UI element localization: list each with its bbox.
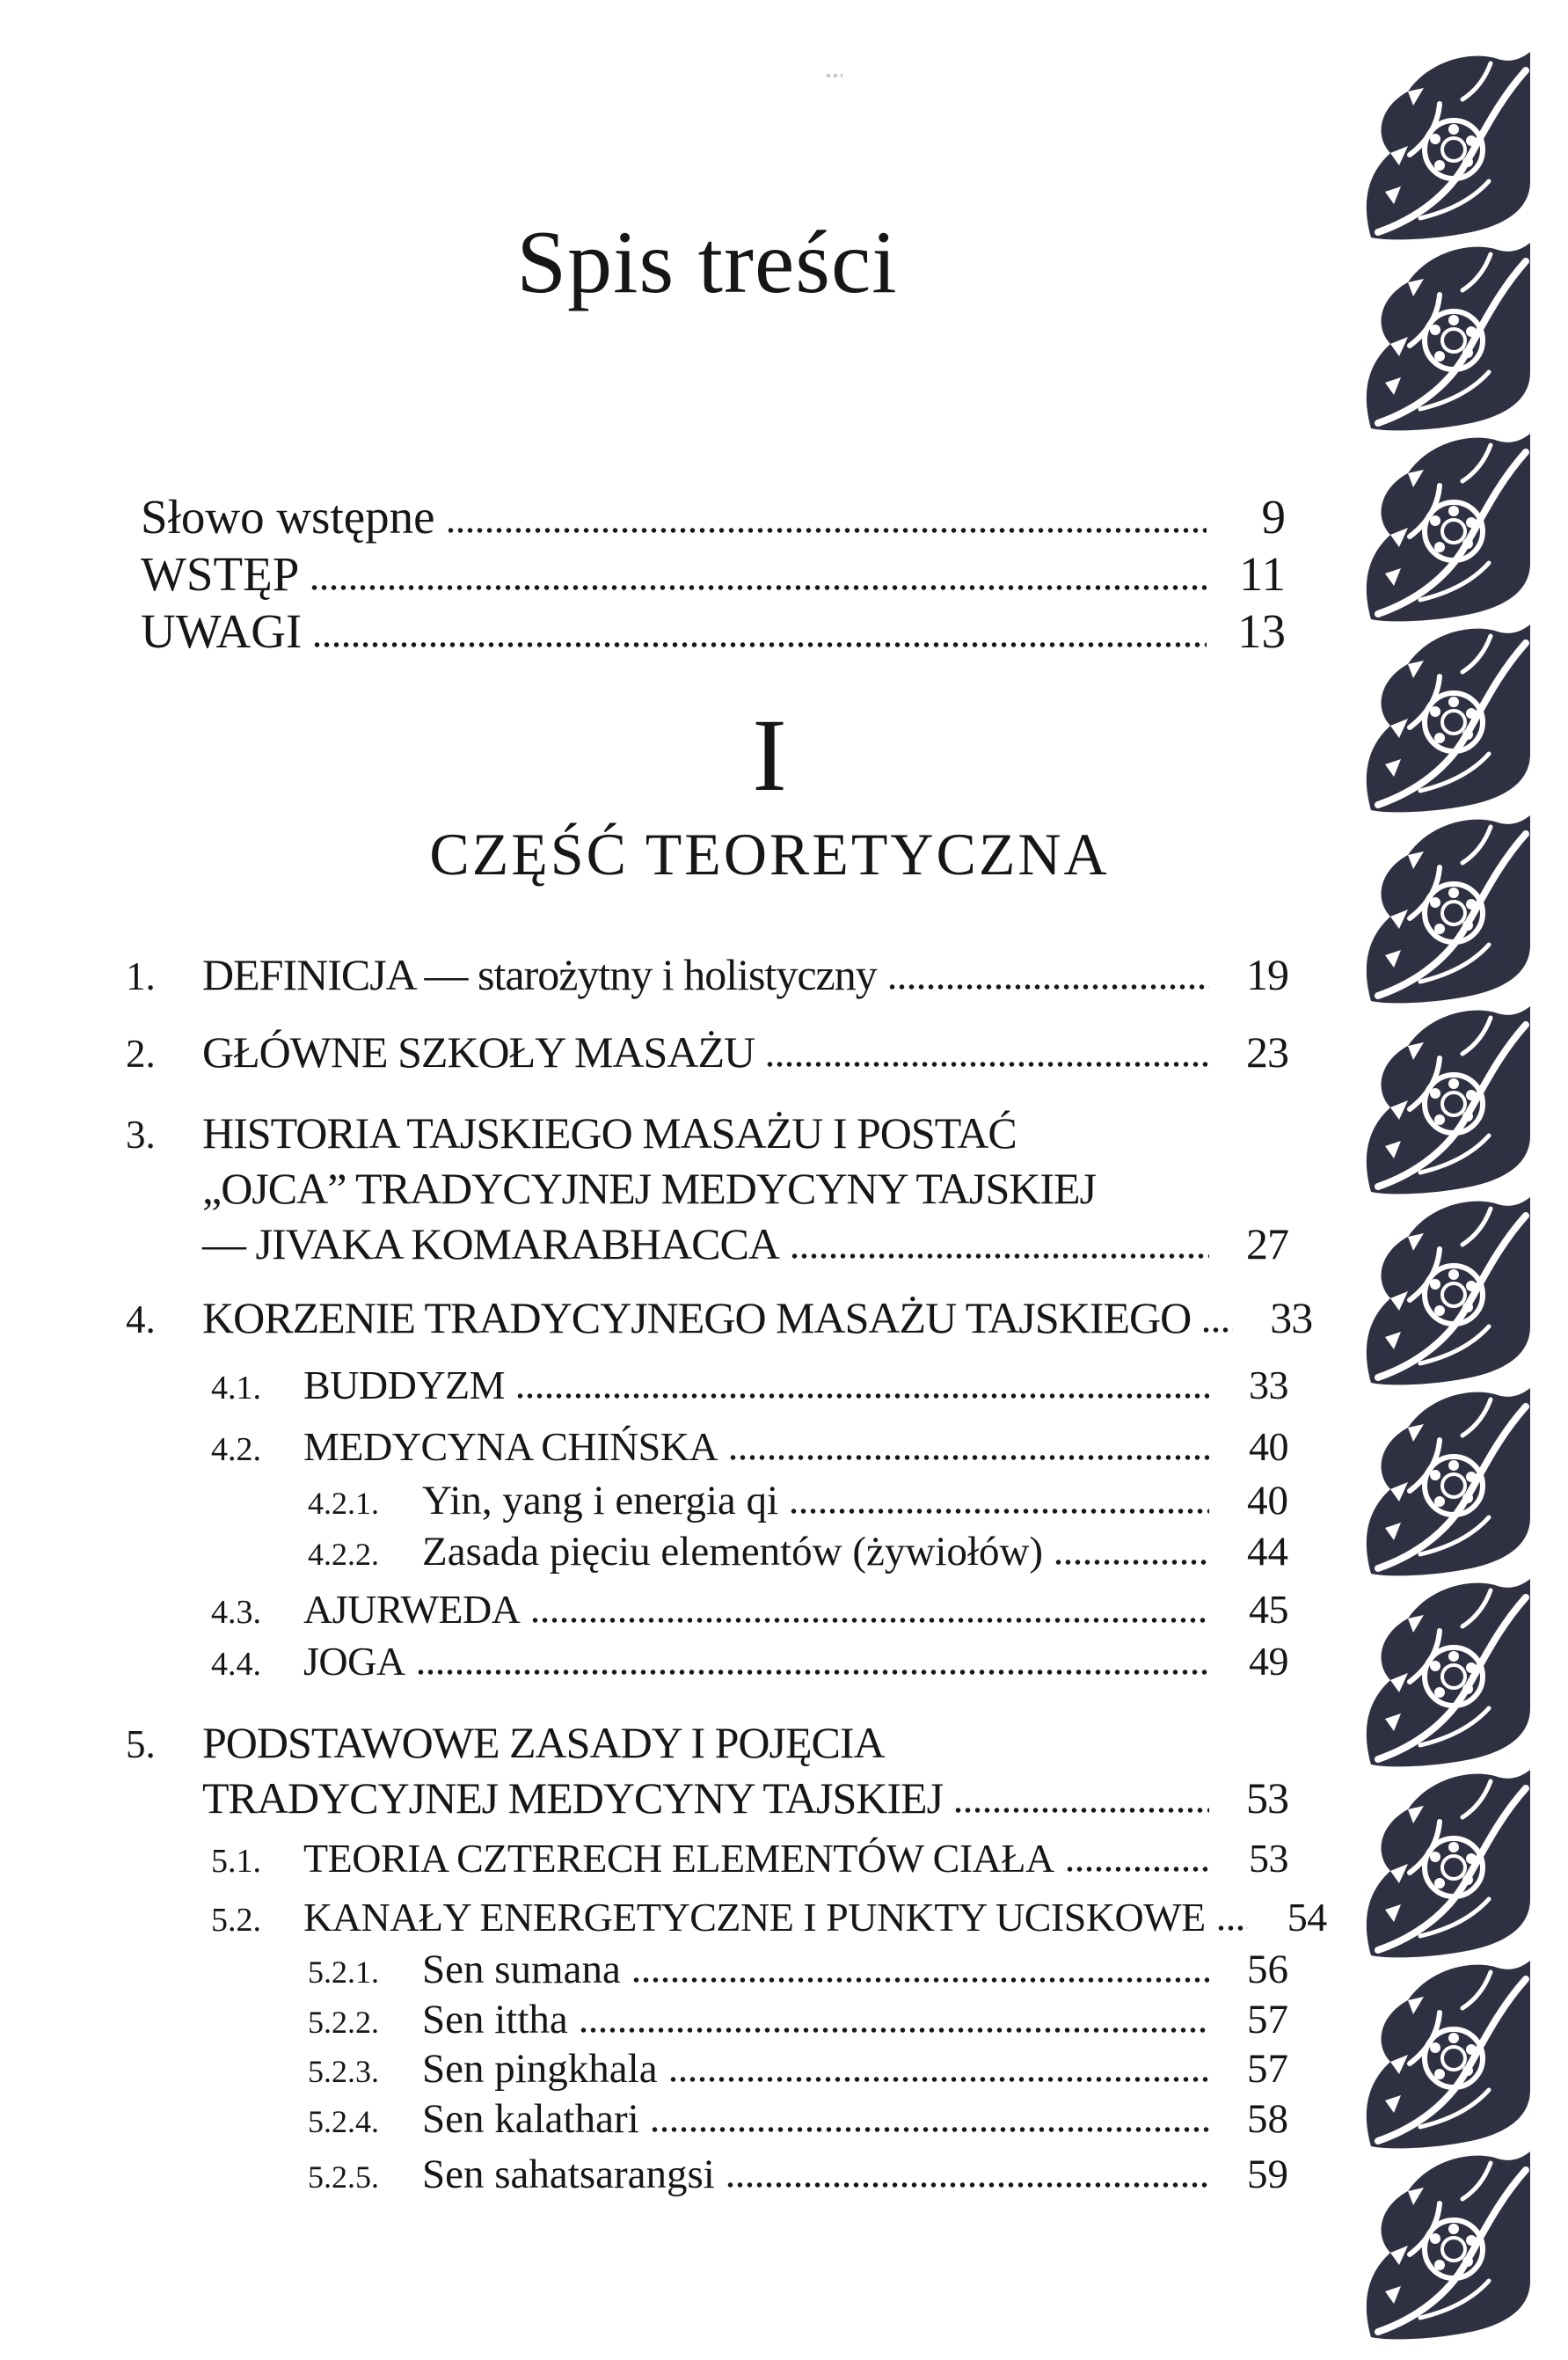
toc-entry-label: UWAGI [141,604,303,658]
toc-entry-label: „OJCA” TRADYCYJNEJ MEDYCYNY TAJSKIEJ [202,1164,1097,1213]
toc-entry-label: Zasada pięciu elementów (żywiołów) [422,1529,1044,1575]
toc-entry-label: PODSTAWOWE ZASADY I POJĘCIA [202,1718,885,1767]
toc-entry [126,1477,1288,1524]
toc-entry-number: 4. [126,1297,156,1341]
toc-entry [126,1835,1288,1881]
toc-entry [126,1528,1288,1575]
toc-entry [126,1638,1288,1684]
toc-entry-page: 49 [1249,1639,1288,1684]
toc-entry-number: 5.2. [211,1902,261,1939]
toc-entry-page: 27 [1246,1219,1288,1268]
thai-leaf-border-svg [1359,51,1533,2342]
toc-entry-label: — JIVAKA KOMARABHACCA [202,1219,779,1268]
toc-entry-page: 19 [1246,950,1288,999]
toc-entry-number: 5.2.2. [308,2005,379,2040]
toc-entry-page: 9 [1261,490,1286,544]
toc-entry-front [141,603,1286,659]
toc-entry-label: Yin, yang i energia qi [422,1478,779,1523]
toc-entry-page: 40 [1247,1478,1288,1523]
toc-entry-front [141,546,1286,602]
toc-entry [126,1362,1288,1408]
dot-leader [530,1618,1209,1623]
part-numeral: I [752,698,787,813]
dot-leader [790,1253,1209,1259]
toc-entry-page: 56 [1247,1947,1288,1992]
toc-entry [126,1106,1288,1272]
toc-entry-label: BUDDYZM [303,1363,506,1407]
toc-entry [126,1946,1288,1993]
toc-entry-page: 13 [1237,604,1286,658]
dot-leader [631,1977,1209,1983]
toc-entry-page: 23 [1246,1027,1288,1077]
dot-leader [1201,1327,1233,1333]
toc-entry-page: 11 [1239,547,1286,601]
scan-speck [825,72,842,79]
dot-leader [726,2182,1209,2188]
toc-entry-number: 4.3. [211,1594,261,1631]
toc-entry [126,1996,1288,2043]
toc-entry-number: 4.2.2. [308,1537,379,1572]
toc-entry-page: 33 [1270,1293,1313,1342]
toc-entry-number: 5. [126,1722,156,1766]
toc-entry-label: Sen pingkhala [422,2046,658,2092]
part-title: CZĘŚĆ TEORETYCZNA [429,821,1110,888]
toc-entry [126,1423,1288,1470]
toc-entry-page: 33 [1249,1363,1288,1407]
toc-entry-label: MEDYCYNA CHIŃSKA [303,1424,718,1469]
toc-entry [126,1027,1288,1078]
dot-leader [1054,1560,1209,1565]
toc-entry-label: AJURWEDA [303,1587,521,1632]
toc-entry-lines [202,1106,1288,1272]
toc-entry-number: 1. [126,954,156,998]
dot-leader [310,585,1207,590]
dot-leader [887,984,1209,990]
dot-leader [416,1670,1209,1675]
dot-leader [1065,1867,1209,1872]
toc-entry-label: JOGA [303,1639,405,1684]
dot-leader [953,1808,1209,1813]
toc-entry [126,1894,1327,1940]
toc-entry-label: TEORIA CZTERECH ELEMENTÓW CIAŁA [303,1836,1054,1881]
thai-leaf-border-fill [1359,51,1533,2342]
toc-entry-number: 5.2.4. [308,2104,379,2139]
toc-entry-number: 4.2.1. [308,1486,379,1521]
toc-entry-number: 4.1. [211,1370,261,1407]
toc-entry-label: DEFINICJA — starożytny i holistyczny [202,950,877,999]
toc-entry-front [141,489,1286,544]
toc-entry-page: 54 [1287,1895,1327,1940]
toc-entry-label: HISTORIA TAJSKIEGO MASAŻU I POSTAĆ [202,1108,1017,1158]
toc-entry-label: Sen ittha [422,1997,568,2042]
toc-entry-page: 59 [1247,2152,1288,2197]
toc-entry-number: 4.2. [211,1431,261,1468]
dot-leader [765,1062,1209,1067]
toc-entry [126,1586,1288,1633]
dot-leader [789,1509,1209,1514]
dot-leader [579,2028,1209,2033]
toc-entry-page: 44 [1247,1529,1288,1575]
toc-entry-page: 58 [1247,2096,1288,2142]
toc-entry-label: TRADYCYJNEJ MEDYCYNY TAJSKIEJ [202,1773,944,1823]
toc-entry-label: KANAŁY ENERGETYCZNE I PUNKTY UCISKOWE [303,1895,1206,1940]
toc-entry-page: 53 [1249,1836,1288,1881]
dot-leader [446,528,1207,533]
toc-entry-number: 5.1. [211,1843,261,1880]
dot-leader [1216,1925,1248,1931]
toc-entry-page: 45 [1249,1587,1288,1632]
toc-entry-page: 40 [1249,1424,1288,1469]
toc-entry-number: 3. [126,1113,156,1157]
toc-entry-page: 57 [1247,2046,1288,2092]
dot-leader [728,1455,1209,1460]
toc-entry-label: GŁÓWNE SZKOŁY MASAŻU [202,1027,755,1077]
toc-entry [126,1292,1313,1343]
thai-leaf-border-ornament [1359,51,1533,2342]
toc-entry-label: KORZENIE TRADYCYJNEGO MASAŻU TAJSKIEGO [202,1293,1192,1342]
toc-entry-number: 5.2.3. [308,2054,379,2089]
page-title: Spis treści [516,213,898,312]
dot-leader [515,1393,1209,1399]
toc-entry [126,1715,1288,1826]
toc-entry-lines [202,1715,1288,1826]
part-heading [188,698,1351,889]
toc-entry-page: 57 [1247,1997,1288,2042]
toc-entry [126,2095,1288,2143]
toc-entry-label: WSTĘP [141,547,300,601]
toc-entry-label: Sen kalathari [422,2096,639,2142]
dot-leader [650,2127,1209,2132]
toc-entry-page: 53 [1246,1773,1288,1823]
toc-entry-number: 4.4. [211,1646,261,1683]
toc-entry-number: 5.2.1. [308,1954,379,1990]
toc-entry [126,2045,1288,2093]
toc-entry [126,949,1288,1000]
dot-leader [668,2077,1209,2082]
toc-entry [126,2151,1288,2198]
dot-leader [312,642,1207,647]
toc-entry-number: 2. [126,1032,156,1076]
toc-entry-number: 5.2.5. [308,2159,379,2195]
toc-entry-label: Słowo wstępne [141,490,435,544]
toc-entry-label: Sen sumana [422,1947,621,1992]
toc-entry-label: Sen sahatsarangsi [422,2152,715,2197]
